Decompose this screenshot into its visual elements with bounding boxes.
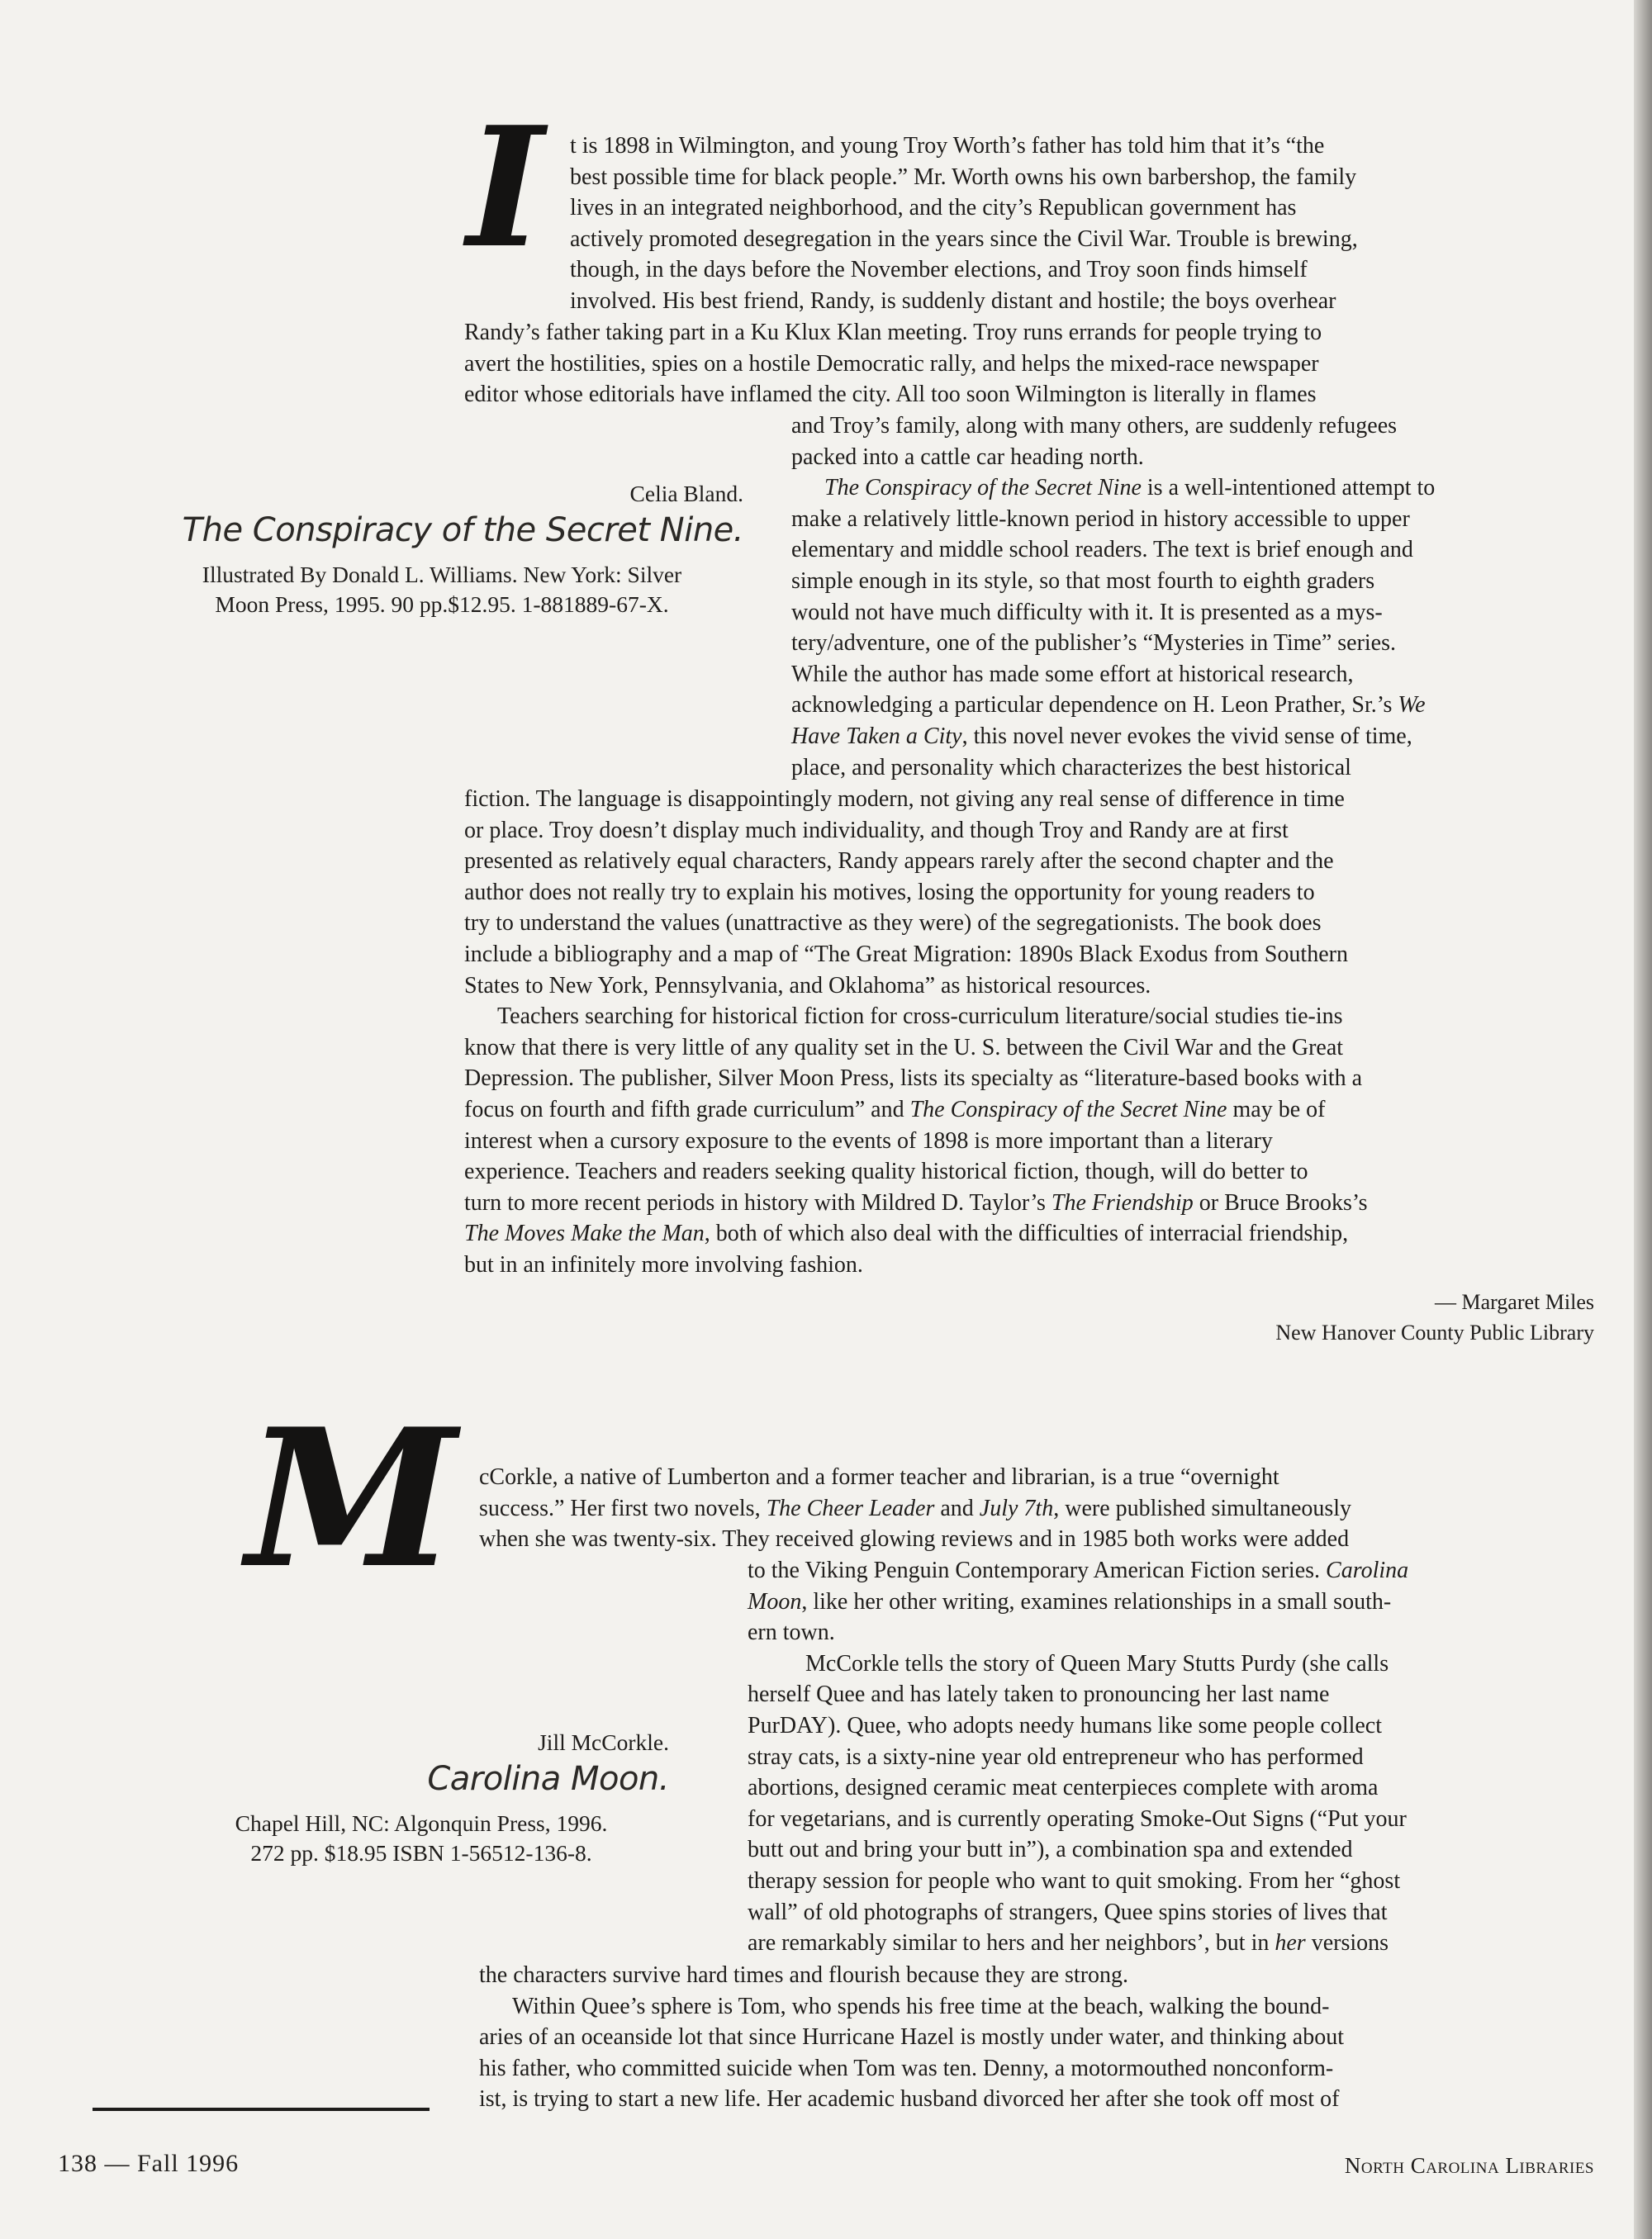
text-line: to the Viking Penguin Contemporary American Fiction series. Carolina xyxy=(748,1558,1409,1583)
reviewer-name: — Margaret Miles xyxy=(1434,1290,1594,1314)
text-line: The Moves Make the Man, both of which also deal with the difficulties of interracial friendship, xyxy=(464,1221,1349,1247)
text-line: While the author has made some effort at historical research, xyxy=(791,661,1354,687)
text-line: therapy session for people who want to quit smoking. From her “ghost xyxy=(748,1867,1401,1894)
review2-lower-text xyxy=(479,1960,1578,2115)
reviewer-signature xyxy=(1074,1287,1594,1348)
dropcap-i: I xyxy=(467,91,544,285)
text-line: ist, is trying to start a new life. Her academic husband divorced her after she took off most of xyxy=(479,2086,1340,2113)
text-line: when she was twenty-six. They received glowing reviews and in 1985 both works were added xyxy=(479,1526,1350,1553)
text-line: PurDAY). Quee, who adopts needy humans like some people collect xyxy=(748,1712,1383,1739)
text-line: herself Quee and has lately taken to pronouncing her last name xyxy=(748,1682,1330,1708)
review1-right-column xyxy=(791,410,1594,783)
text-line: and Troy’s family, along with many others, are suddenly refugees xyxy=(791,413,1398,439)
text-line: Randy’s father taking part in a Ku Klux Klan meeting. Troy runs errands for people trying to xyxy=(464,320,1322,345)
book-publication: 272 pp. $18.95 ISBN 1-56512-136-8. xyxy=(250,1840,592,1866)
text-line: avert the hostilities, spies on a hostile Democratic rally, and helps the mixed-race newspaper xyxy=(464,350,1319,377)
text-line: place, and personality which characterizes the best historical xyxy=(791,754,1351,780)
text-line: are remarkably similar to hers and her neighbors’, but in her versions xyxy=(748,1930,1389,1957)
book-title: The Conspiracy of the Secret Nine. xyxy=(182,511,743,549)
text-line: packed into a cattle car heading north. xyxy=(791,444,1144,470)
text-line: butt out and bring your butt in”), a combination spa and extended xyxy=(748,1837,1353,1863)
dropcap-m: M xyxy=(246,1388,453,1610)
reviewer-library: New Hanover County Public Library xyxy=(1275,1321,1594,1345)
book-author: Celia Bland. xyxy=(629,481,743,506)
text-line: experience. Teachers and readers seeking quality historical fiction, though, will do better to xyxy=(464,1159,1308,1185)
text-line: for vegetarians, and is currently operating Smoke-Out Signs (“Put your xyxy=(748,1805,1407,1832)
text-line: presented as relatively equal characters, Randy appears rarely after the second chapter and the xyxy=(464,848,1334,875)
text-line: cCorkle, a native of Lumberton and a former teacher and librarian, is a true “overnight xyxy=(479,1464,1279,1490)
review2-top-lines xyxy=(479,1462,1578,1555)
text-line: focus on fourth and fifth grade curriculum” and The Conspiracy of the Secret Nine may be of xyxy=(464,1096,1326,1122)
page-edge xyxy=(1634,0,1652,2239)
footer-rule xyxy=(93,2108,430,2111)
book-publication: Illustrated By Donald L. Williams. New York: Silver xyxy=(202,562,682,587)
text-line: success.” Her first two novels, The Cheer Leader and July 7th, were published simultaneously xyxy=(479,1495,1352,1521)
text-line: Depression. The publisher, Silver Moon Press, lists its specialty as “literature-based books with a xyxy=(464,1065,1363,1092)
text-line: include a bibliography and a map of “The Great Migration: 1890s Black Exodus from Southern xyxy=(464,941,1348,967)
text-line: stray cats, is a sixty-nine year old entrepreneur who has performed xyxy=(748,1743,1364,1770)
book-publication: Moon Press, 1995. 90 pp.$12.95. 1-881889-67-X. xyxy=(215,591,669,617)
text-line: best possible time for black people.” Mr. Worth owns his own barbershop, the family xyxy=(570,164,1357,190)
text-line: the characters survive hard times and flourish because they are strong. xyxy=(479,1962,1129,1988)
review1-full-lines xyxy=(464,317,1574,410)
text-line: The Conspiracy of the Secret Nine is a well-intentioned attempt to xyxy=(824,475,1436,501)
text-line: involved. His best friend, Randy, is suddenly distant and hostile; the boys overhear xyxy=(570,287,1336,314)
page-number-issue: 138 — Fall 1996 xyxy=(58,2150,240,2177)
text-line: make a relatively little-known period in history accessible to upper xyxy=(791,505,1410,532)
text-line: know that there is very little of any quality set in the U. S. between the Civil War and the Great xyxy=(464,1034,1344,1060)
text-line: Moon, like her other writing, examines relationships in a small south- xyxy=(748,1588,1392,1615)
text-line: Teachers searching for historical fiction for cross-curriculum literature/social studies tie-ins xyxy=(497,1003,1343,1030)
text-line: his father, who committed suicide when Tom was ten. Denny, a motormouthed nonconform- xyxy=(479,2055,1334,2081)
text-line: though, in the days before the November elections, and Troy soon finds himself xyxy=(570,257,1308,283)
text-line: acknowledging a particular dependence on H. Leon Prather, Sr.’s We xyxy=(791,692,1426,719)
book-author: Jill McCorkle. xyxy=(538,1729,669,1755)
book-publication: Chapel Hill, NC: Algonquin Press, 1996. xyxy=(235,1810,608,1836)
text-line: ern town. xyxy=(748,1620,835,1646)
text-line: t is 1898 in Wilmington, and young Troy Worth’s father has told him that it’s “the xyxy=(570,133,1325,159)
text-line: would not have much difficulty with it. It is presented as a mys- xyxy=(791,599,1383,625)
text-line: McCorkle tells the story of Queen Mary Stutts Purdy (she calls xyxy=(805,1650,1389,1677)
text-line: Within Quee’s sphere is Tom, who spends his free time at the beach, walking the bound- xyxy=(512,1993,1330,2019)
text-line: interest when a cursory exposure to the events of 1898 is more important than a literary xyxy=(464,1127,1273,1154)
text-line: or place. Troy doesn’t display much individuality, and though Troy and Randy are at first xyxy=(464,817,1289,843)
text-line: fiction. The language is disappointingly modern, not giving any real sense of difference in time xyxy=(464,786,1345,812)
text-line: tery/adventure, one of the publisher’s “Mysteries in Time” series. xyxy=(791,630,1396,657)
text-line: wall” of old photographs of strangers, Quee spins stories of lives that xyxy=(748,1899,1388,1925)
review2-bibliography xyxy=(173,1728,669,1868)
text-line: elementary and middle school readers. The text is brief enough and xyxy=(791,537,1413,563)
text-line: aries of an oceanside lot that since Hurricane Hazel is mostly under water, and thinking about xyxy=(479,2024,1344,2051)
review1-top-lines xyxy=(570,130,1574,317)
text-line: actively promoted desegregation in the years since the Civil War. Trouble is brewing, xyxy=(570,225,1358,252)
review1-bibliography xyxy=(140,479,743,619)
text-line: abortions, designed ceramic meat centerpieces complete with aroma xyxy=(748,1775,1379,1801)
text-line: simple enough in its style, so that most fourth to eighth graders xyxy=(791,567,1375,594)
text-line: lives in an integrated neighborhood, and the city’s Republican government has xyxy=(570,195,1297,221)
text-line: try to understand the values (unattractive as they were) of the segregationists. The book does xyxy=(464,910,1322,937)
text-line: author does not really try to explain his motives, losing the opportunity for young readers to xyxy=(464,879,1315,905)
journal-title: North Carolina Libraries xyxy=(1344,2153,1594,2178)
text-line: turn to more recent periods in history with Mildred D. Taylor’s The Friendship or Bruce Brooks’s xyxy=(464,1189,1368,1216)
text-line: editor whose editorials have inflamed the city. All too soon Wilmington is literally in flames xyxy=(464,382,1317,408)
review1-lower-text xyxy=(464,784,1592,1281)
book-title: Carolina Moon. xyxy=(427,1760,669,1798)
review2-right-column xyxy=(748,1555,1578,1959)
text-line: but in an infinitely more involving fashion. xyxy=(464,1251,863,1278)
text-line: Have Taken a City, this novel never evokes the vivid sense of time, xyxy=(791,723,1412,749)
text-line: States to New York, Pennsylvania, and Oklahoma” as historical resources. xyxy=(464,972,1151,999)
